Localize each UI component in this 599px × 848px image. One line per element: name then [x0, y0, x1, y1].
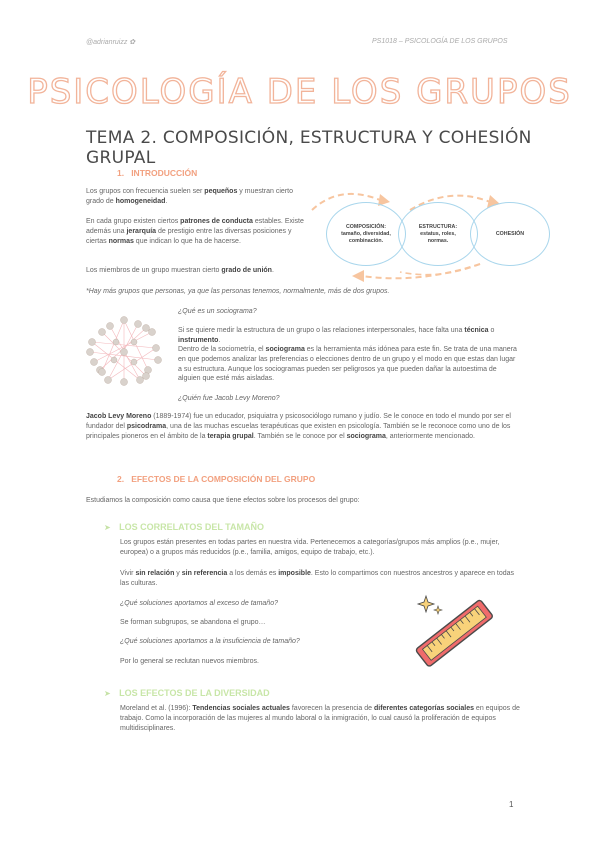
size-answer-2: Por lo general se reclutan nuevos miembros. [120, 658, 259, 665]
size-paragraph-1: Los grupos están presentes en todas partes en nuestra vida. Pertenecemos a categorías/grupos más amplios (p.e., mujer, europea) o a grupos más reducidos (p.e., familia, amigos, equipo de trabajo, etc.). [120, 539, 500, 556]
diagram-circle-structure: ESTRUCTURA: estatus, roles, normas. [398, 202, 478, 266]
sociogram-image [82, 312, 166, 388]
size-answer-1: Se forman subgrupos, se abandona el grupo… [120, 619, 266, 626]
size-subheading: ➤ LOS CORRELATOS DEL TAMAÑO [104, 522, 264, 532]
sociogram-answer-2: Dentro de la sociometría, el sociograma es la herramienta más idónea para este fin. Se trata de una manera en que podemos analizar las preferencias o elecciones dentro de un grupo y el modo en que estas dan lugar a su estructura. Aunque los sociogramas pueden ser peligrosos ya que pueden dañar la autoestima de alguien que esté más aisladas. [178, 346, 517, 383]
section-1-title: INTRODUCCIÓN [131, 168, 198, 178]
intro-paragraph-2: En cada grupo existen ciertos patrones de conducta estables. Existe además una jerarquía de prestigio entre las diversas posiciones y ciertas normas que indican lo que ha de hacerse. [86, 218, 304, 245]
intro-paragraph-1: Los grupos con frecuencia suelen ser pequeños y muestran cierto grado de homogeneidad. [86, 188, 293, 205]
diagram-circle-composition: COMPOSICIÓN: tamaño, diversidad, combinación. [326, 202, 406, 266]
section-2-title: EFECTOS DE LA COMPOSICIÓN DEL GRUPO [131, 474, 316, 484]
intro-paragraph-3: Los miembros de un grupo muestran cierto grado de unión. [86, 267, 274, 274]
size-question-1: ¿Qué soluciones aportamos al exceso de tamaño? [120, 600, 278, 607]
page-subtitle: TEMA 2. COMPOSICIÓN, ESTRUCTURA Y COHESIÓN GRUPAL [86, 128, 532, 168]
sociogram-answer-1: Si se quiere medir la estructura de un grupo o las relaciones interpersonales, hace falta una técnica o instrumento. [178, 327, 495, 344]
ruler-illustration [412, 592, 498, 672]
arrow-bullet-icon: ➤ [104, 523, 111, 532]
header-course: PS1018 – PSICOLOGÍA DE LOS GRUPOS [372, 38, 508, 45]
section-2-number: 2. [117, 474, 125, 484]
size-question-2: ¿Qué soluciones aportamos a la insuficiencia de tamaño? [120, 638, 300, 645]
moreno-paragraph: Jacob Levy Moreno (1889-1974) fue un educador, psiquiatra y psicosociólogo rumano y judío. Se le conoce en todo el mundo por ser el fundador del psicodrama, una de las muchas escuelas terapéuticas que existen en psicología. También se le reconoce como uno de los principales pioneros en el ámbito de la terapia grupal. También se le conoce por el sociograma, anteriormente mencionado. [86, 413, 511, 440]
moreno-question: ¿Quién fue Jacob Levy Moreno? [178, 395, 280, 402]
intro-note: *Hay más grupos que personas, ya que las personas tenemos, normalmente, más de dos grupos. [86, 288, 390, 295]
diversity-paragraph: Moreland et al. (1996): Tendencias sociales actuales favorecen la presencia de diferentes categorías sociales en equipos de trabajo. Como la incorporación de las mujeres al mundo laboral o la inmigración, lo cual causó la proliferación de equipos multidisciplinares. [120, 705, 520, 732]
size-paragraph-2: Vivir sin relación y sin referencia a los demás es imposible. Esto lo compartimos con nuestros ancestros y aparece en todas las culturas. [120, 570, 515, 587]
page-title: PSICOLOGÍA DE LOS GRUPOS [27, 72, 572, 112]
section-2-heading [117, 474, 315, 484]
arrow-bullet-icon: ➤ [104, 689, 111, 698]
effects-intro: Estudiamos la composición como causa que tiene efectos sobre los procesos del grupo: [86, 497, 360, 504]
diagram-circle-cohesion: COHESIÓN [470, 202, 550, 266]
section-1-number: 1. [117, 168, 125, 178]
page-number: 1 [509, 800, 514, 809]
section-1-heading [117, 168, 197, 178]
header-author: @adrianruizz ✿ [86, 39, 136, 46]
sociogram-question: ¿Qué es un sociograma? [178, 308, 257, 315]
diversity-subheading: ➤ LOS EFECTOS DE LA DIVERSIDAD [104, 688, 270, 698]
